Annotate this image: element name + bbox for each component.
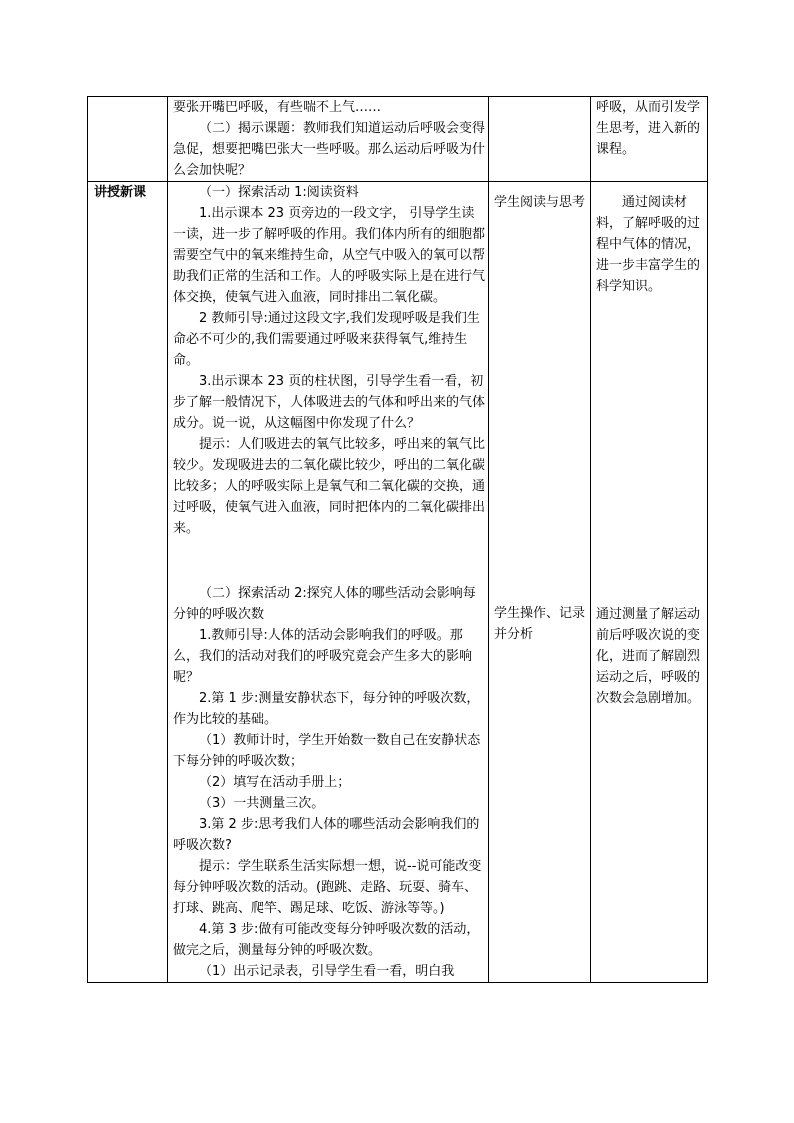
lesson-intent-cell <box>591 182 708 983</box>
student-activity-1: 学生阅读与思考 <box>494 195 586 210</box>
row-heading-empty <box>88 97 168 182</box>
activity2-step-3a: （1）出示记录表，引导学生看一看，明白我 <box>199 964 455 979</box>
intro-line-2: （二）揭示课题：教师我们知道运动后呼吸会变得急促，想要把嘴巴张大一些呼吸。那么运动后呼吸为什么会加快呢？ <box>173 121 486 178</box>
intro-intent-cell: 呼吸，从而引发学生思考，进入新的课程。 <box>591 97 708 182</box>
lesson-content-cell <box>168 182 489 983</box>
intro-student-cell <box>489 97 591 182</box>
row-heading-lesson: 讲授新课 <box>88 182 168 983</box>
design-intent-2: 通过测量了解运动前后呼吸次说的变化，进而了解剧烈运动之后，呼吸的次数会急剧增加。 <box>596 607 701 706</box>
activity1-title: （一）探索活动 1:阅读资料 <box>199 185 359 200</box>
design-intent-1: 通过阅读材料，了解呼吸的过程中气体的情况，进一步丰富学生的科学知识。 <box>596 195 701 294</box>
lesson-plan-table <box>87 96 708 983</box>
activity1-para-1: 1.出示课本 23 页旁边的一段文字， 引导学生读一读，进一步了解呼吸的作用。我们体内所有的细胞都需要空气中的氧来维持生命，从空气中吸入的氧可以帮助我们正常的生活和工作。人的呼吸实际上是在进行气体交换，使氧气进入血液，同时排出二氧化碳。 <box>173 206 486 305</box>
lesson-student-cell <box>489 182 591 983</box>
activity2-step-2: 3.第 2 步:思考我们人体的哪些活动会影响我们的呼吸次数? <box>173 817 480 853</box>
section-spacer <box>173 539 485 583</box>
activity1-para-2: 2 教师引导:通过这段文字,我们发现呼吸是我们生命必不可少的,我们需要通过呼吸来获得氧气,维持生命。 <box>173 311 480 368</box>
activity2-title: （二）探索活动 2:探究人体的哪些活动会影响每分钟的呼吸次数 <box>173 586 476 622</box>
activity2-hint: 提示：学生联系生活实际想一想，说--说可能改变每分钟呼吸次数的活动。(跑跳、走路、玩耍、骑车、打球、跳高、爬竿、踢足球、吃饭、游泳等等。) <box>173 859 482 916</box>
table-row-intro <box>88 97 708 182</box>
activity2-step-1c: （3）一共测量三次。 <box>199 796 325 811</box>
activity2-step-1b: （2）填写在活动手册上； <box>199 775 351 790</box>
activity2-step-3: 4.第 3 步:做有可能改变每分钟呼吸次数的活动，做完之后，测量每分钟的呼吸次数。 <box>173 922 480 958</box>
table-row-lesson <box>88 182 708 983</box>
activity2-step-1a: （1）教师计时，学生开始数一数自己在安静状态下每分钟的呼吸次数； <box>173 733 481 769</box>
activity2-step-1: 2.第 1 步:测量安静状态下，每分钟的呼吸次数，作为比较的基础。 <box>173 691 480 727</box>
intro-line-1: 要张开嘴巴呼吸，有些喘不上气…… <box>173 100 382 115</box>
activity1-hint: 提示：人们吸进去的氧气比较多，呼出来的氧气比较少。发现吸进去的二氧化碳比较少，呼出的二氧化碳比较多；人的呼吸实际上是氧气和二氧化碳的交换，通过呼吸，使氧气进入血液，同时把体内的二氧化碳排出来。 <box>173 437 486 536</box>
intro-content-cell <box>168 97 489 182</box>
activity1-para-3: 3.出示课本 23 页的柱状图，引导学生看一看，初步了解一般情况下，人体吸进去的气体和呼出来的气体成分。说一说，从这幅图中你发现了什么？ <box>173 374 486 431</box>
student-activity-2: 学生操作、记录并分析 <box>494 606 586 642</box>
activity2-para-1: 1.教师引导:人体的活动会影响我们的呼吸。那么，我们的活动对我们的呼吸究竟会产生多大的影响呢？ <box>173 628 473 685</box>
